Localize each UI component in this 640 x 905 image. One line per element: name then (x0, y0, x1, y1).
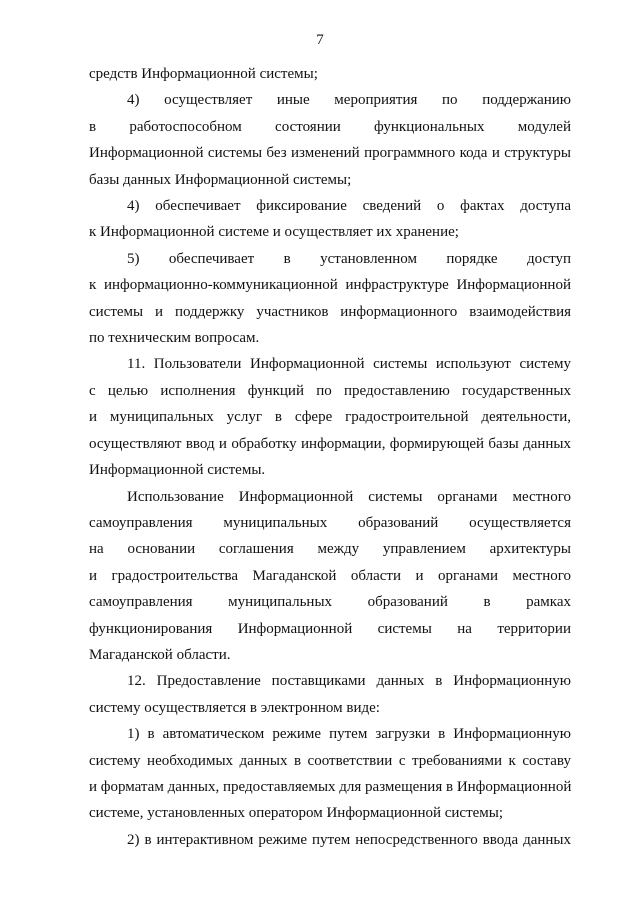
text-line: Информационной системы. (89, 462, 266, 479)
text-line: Магаданской области. (89, 646, 231, 663)
text-line: самоуправления муниципальных образований в рамках (89, 594, 571, 611)
document-body (89, 61, 571, 853)
text-line: 11. Пользователи Информационной системы используют систему (127, 356, 571, 373)
text-line: 2) в интерактивном режиме путем непосредственного ввода данных (127, 831, 571, 848)
text-line: Информационной системы без изменений программного кода и структуры (89, 145, 571, 162)
paragraph (89, 668, 571, 721)
text-line: в работоспособном состоянии функциональных модулей (89, 118, 571, 135)
paragraph (89, 87, 571, 193)
text-line: средств Информационной системы; (89, 66, 318, 82)
text-line: 4) осуществляет иные мероприятия по поддержанию (127, 92, 571, 109)
text-line: 1) в автоматическом режиме путем загрузки в Информационную (127, 726, 571, 743)
text-line: на основании соглашения между управлением архитектуры (89, 541, 571, 558)
paragraph (89, 721, 571, 827)
text-line: с целью исполнения функций по предоставлению государственных (89, 382, 571, 399)
text-line: к информационно-коммуникационной инфраструктуре Информационной (89, 277, 571, 294)
text-line: по техническим вопросам. (89, 330, 260, 347)
text-line: системе, установленных оператором Информационной системы; (89, 805, 504, 822)
text-line: осуществляют ввод и обработку информации, формирующей базы данных (89, 435, 571, 452)
text-line: 12. Предоставление поставщиками данных в Информационную (127, 673, 571, 690)
text-line: и муниципальных услуг в сфере градостроительной деятельности, (89, 409, 571, 426)
paragraph (89, 827, 571, 853)
paragraph (89, 484, 571, 669)
text-line: и градостроительства Магаданской области и органами местного (89, 567, 571, 584)
text-line: функционирования Информационной системы на территории (89, 620, 571, 637)
text-line: 5) обеспечивает в установленном порядке доступ (127, 250, 571, 267)
text-line: систему осуществляется в электронном виде: (89, 699, 380, 716)
text-line: систему необходимых данных в соответствии с требованиями к составу (89, 752, 571, 769)
page-number: 7 (316, 32, 324, 48)
text-line: и форматам данных, предоставляемых для размещения в Информационной (89, 778, 572, 795)
paragraph (89, 61, 571, 87)
paragraph (89, 246, 571, 352)
paragraph (89, 351, 571, 483)
text-line: 4) обеспечивает фиксирование сведений о фактах доступа (127, 198, 571, 215)
text-line: системы и поддержку участников информационного взаимодействия (89, 303, 571, 320)
text-line: базы данных Информационной системы; (89, 171, 352, 188)
text-line: Использование Информационной системы органами местного (127, 488, 571, 505)
text-line: самоуправления муниципальных образований осуществляется (89, 514, 571, 531)
paragraph (89, 193, 571, 246)
text-line: к Информационной системе и осуществляет их хранение; (89, 224, 459, 241)
